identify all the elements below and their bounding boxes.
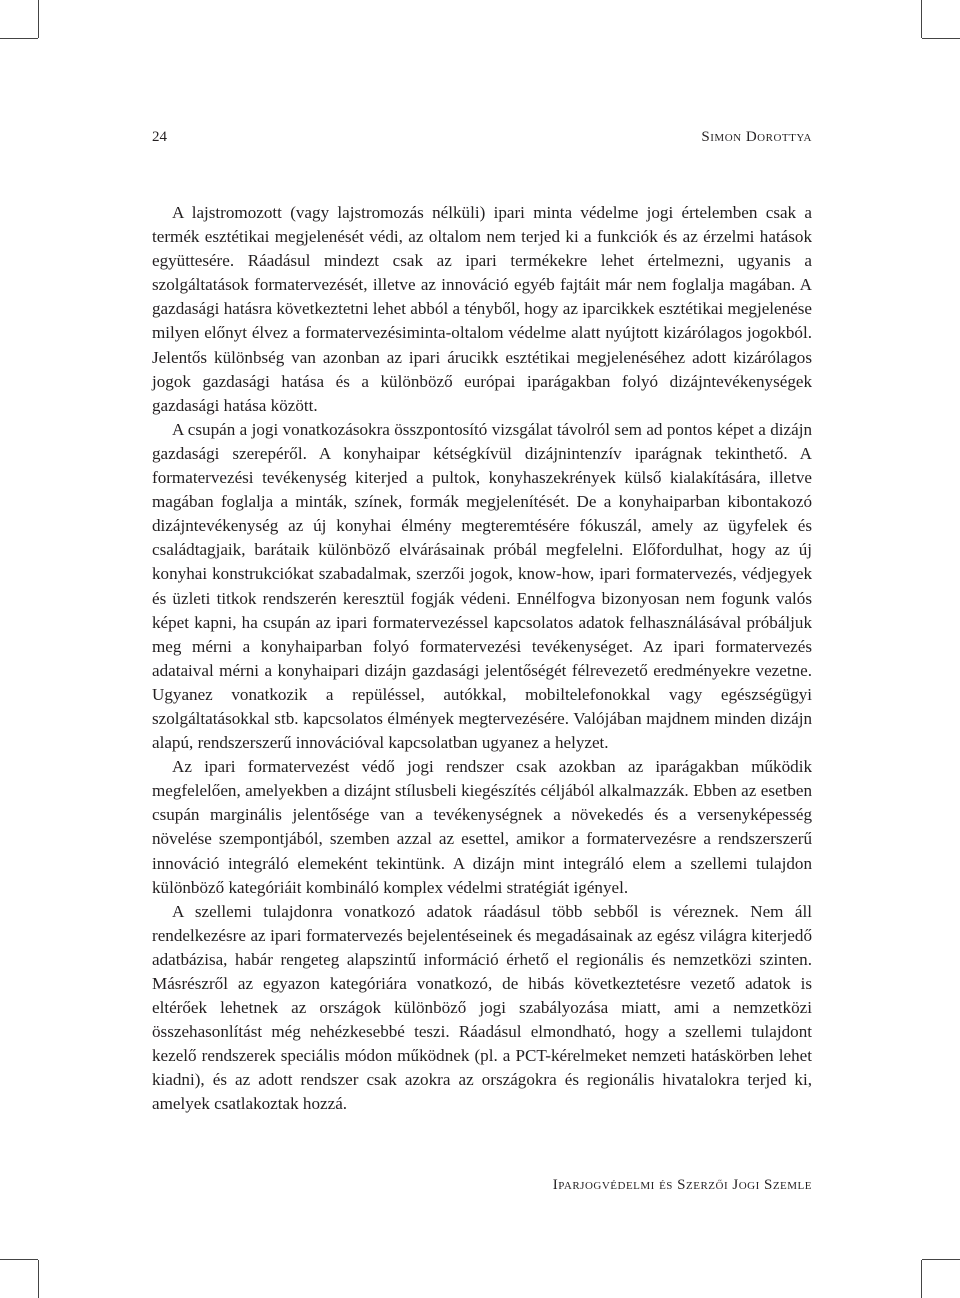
running-head-author: Simon Dorottya — [701, 129, 812, 145]
crop-mark-top-left — [38, 0, 39, 38]
crop-mark-bottom-left — [38, 1260, 39, 1298]
crop-mark-bottom-right — [921, 1260, 922, 1298]
paragraph: A lajstromozott (vagy lajstromozás nélküli) ipari minta védelme jogi értelemben csak a termék esztétikai megjelenését védi, az oltalom nem terjed ki a funkciók és az érzelmi hatások együttesére. Ráadásul mindezt csak az ipari termékekre lehet értelmezni, ugyanis a szolgáltatások formatervezését, illetve az innováció egyéb fajtáit már nem foglalja magában. A gazdasági hatásra következtetni lehet abból a tényből, hogy az iparcikkek esztétikai megjelenése milyen előnyt élvez a formatervezésiminta-oltalom védelme alatt nyújtott kizárólagos jogokból. Jelentős különbség van azonban az ipari árucikk esztétikai megjelenéséhez adott kizárólagos jogok gazdasági hatása és a különböző európai iparágakban folyó dizájntevékenységek gazdasági hatása között. — [152, 203, 812, 415]
crop-mark-bottom-right — [922, 1259, 960, 1260]
crop-mark-top-right — [921, 0, 922, 38]
body-text — [152, 201, 812, 1117]
crop-mark-bottom-left — [0, 1259, 38, 1260]
running-foot-journal: Iparjogvédelmi és Szerzői Jogi Szemle — [552, 1177, 812, 1193]
paragraph: Az ipari formatervezést védő jogi rendszer csak azokban az iparágakban működik megfelelően, amelyekben a dizájnt stílusbeli kiegészítés céljából alkalmazzák. Ebben az esetben csupán marginális jelentősége van a tevékenységnek a növekedés és a versenyképesség növelése szempontjából, szemben azzal az esettel, amikor a formatervezésre a rendszerszerű innováció integráló elemeként tekintünk. A dizájn mint integráló elem a szellemi tulajdon különböző kategóriáit kombináló komplex védelmi stratégiát igényel. — [152, 757, 812, 897]
paragraph: A szellemi tulajdonra vonatkozó adatok ráadásul több sebből is véreznek. Nem áll rendelkezésre az ipari formatervezés bejelentéseinek és megadásainak az egész világra kiterjedő adatbázisa, habár rengeteg alapszintű információ érhető el regionális és nemzetközi szinten. Másrészről az egyazon kategóriára vonatkozó, de hibás következtetésre vezető adatok is eltérőek lehetnek az országok különböző jogi szabályozása miatt, ami a nemzetközi összehasonlítást még nehézkesebbé teszi. Ráadásul elmondható, hogy a szellemi tulajdont kezelő rendszerek speciális módon működnek (pl. a PCT-kérelmeket nemzeti hatáskörben lehet kiadni), és az adott rendszer csak azokra az országokra és regionális hivatalokra terjed ki, amelyek csatlakoztak hozzá. — [152, 901, 812, 1114]
paragraph: A csupán a jogi vonatkozásokra összpontosító vizsgálat távolról sem ad pontos képet a dizájn gazdasági szerepéről. A konyhaipar kétségkívül dizájnintenzív iparágnak tekinthető. A formatervezési tevékenység kiterjed a pultok, konyhaszekrények külső kialakítására, illetve magában foglalja a minták, színek, formák megjelenítését. De a konyhaiparban kibontakozó dizájntevékenység az új konyhai élmény megteremtésére fókuszál, amely az ügyfelek és családtagjaik, barátaik különböző elvárásainak próbál megfelelni. Előfordulhat, hogy az új konyhai konstrukciókat szabadalmak, szerzői jogok, know-how, ipari formatervezés, védjegyek és üzleti titkok rendszerén keresztül fogják védeni. Ennélfogva bizonyosan nem fogunk valós képet kapni, ha csupán az ipari formatervezéssel kapcsolatos adatok felhasználásával próbáljuk meg mérni a konyhaiparban folyó formatervezési tevékenységet. Az ipari formatervezés adataival mérni a konyhaipari dizájn gazdasági jelentőségét félrevezető eredményekre vezetne. Ugyanez vonatkozik a repüléssel, autókkal, mobiltelefonokkal vagy egészségügyi szolgáltatásokkal stb. kapcsolatos élmények megtervezésére. Valójában majdnem minden dizájn alapú, rendszerszerű innovációval kapcsolatban ugyanez a helyzet. — [152, 419, 812, 753]
page-number: 24 — [152, 129, 167, 145]
page-header — [152, 129, 812, 153]
crop-mark-top-left — [0, 38, 38, 39]
crop-mark-top-right — [922, 38, 960, 39]
